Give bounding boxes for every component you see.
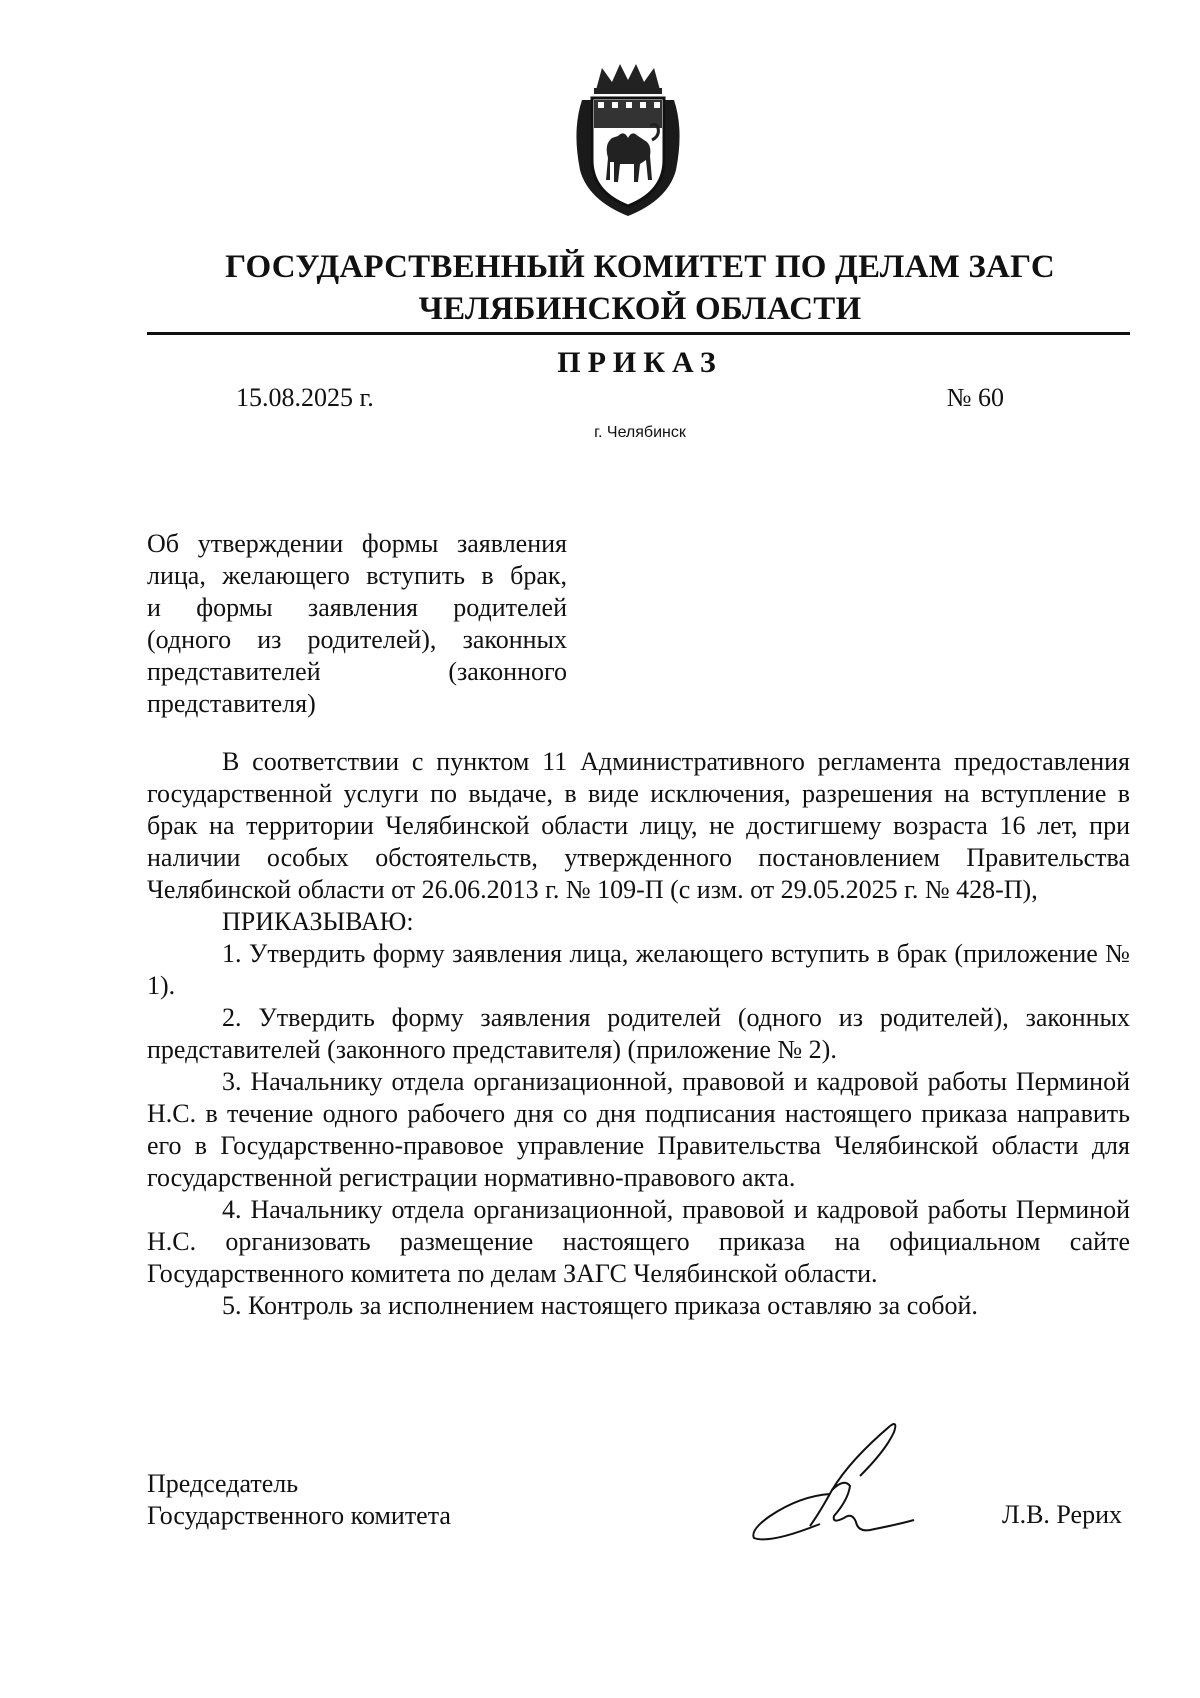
chelyabinsk-coat-of-arms-icon — [568, 60, 688, 218]
body-paragraph-order-word: ПРИКАЗЫВАЮ: — [222, 907, 414, 936]
organization-name-line2: ЧЕЛЯБИНСКОЙ ОБЛАСТИ — [418, 291, 862, 327]
signer-position-line2: Государственного комитета — [147, 1501, 451, 1530]
subject-line: (одного из родителей), законных — [147, 625, 567, 654]
document-type: ПРИКАЗ — [557, 346, 723, 379]
signer-position-line1: Председатель — [147, 1469, 299, 1498]
subject-line: представителя) — [147, 689, 316, 718]
subject-line: Об утверждении формы заявления — [147, 529, 567, 558]
header-divider — [147, 332, 1130, 335]
order-subject — [147, 528, 567, 720]
body-paragraph-item-2: 2. Утвердить форму заявления родителей (одного из родителей), законных представителей (законного представителя) (приложение № 2). — [147, 1003, 1130, 1064]
body-paragraph-preamble: В соответствии с пунктом 11 Административного регламента предоставления государственной услуги по выдаче, в виде исключения, разрешения на вступление в брак на территории Челябинской области лицу, не достигшему возраста 16 лет, при наличии особых обстоятельств, утвержденного постановлением Правительства Челябинской области от 26.06.2013 г. № 109-П (с изм. от 29.05.2025 г. № 428-П), — [147, 747, 1130, 904]
order-body — [147, 746, 1130, 1322]
order-city: г. Челябинск — [594, 424, 686, 441]
body-paragraph-item-1: 1. Утвердить форму заявления лица, желающего вступить в брак (приложение № 1). — [147, 939, 1130, 1000]
body-paragraph-item-4: 4. Начальнику отдела организационной, правовой и кадровой работы Перминой Н.С. организовать размещение настоящего приказа на официальном сайте Государственного комитета по делам ЗАГС Челябинской области. — [147, 1195, 1130, 1288]
subject-line: лица, желающего вступить в брак, — [147, 561, 567, 590]
signer-name: Л.В. Рерих — [1001, 1500, 1122, 1529]
subject-line: представителей (законного — [147, 657, 567, 686]
body-paragraph-item-3: 3. Начальнику отдела организационной, правовой и кадровой работы Перминой Н.С. в течение одного рабочего дня со дня подписания настоящего приказа направить его в Государственно-правовое управление Правительства Челябинской области для государственной регистрации нормативно-правового акта. — [147, 1067, 1130, 1192]
signer-position — [147, 1468, 451, 1532]
handwritten-signature-icon — [740, 1420, 940, 1550]
order-date: 15.08.2025 г. — [236, 383, 374, 412]
subject-line: и формы заявления родителей — [147, 593, 567, 622]
order-number: № 60 — [946, 383, 1004, 412]
body-paragraph-item-5: 5. Контроль за исполнением настоящего приказа оставляю за собой. — [222, 1291, 978, 1320]
organization-name-line1: ГОСУДАРСТВЕННЫЙ КОМИТЕТ ПО ДЕЛАМ ЗАГС — [225, 249, 1055, 285]
